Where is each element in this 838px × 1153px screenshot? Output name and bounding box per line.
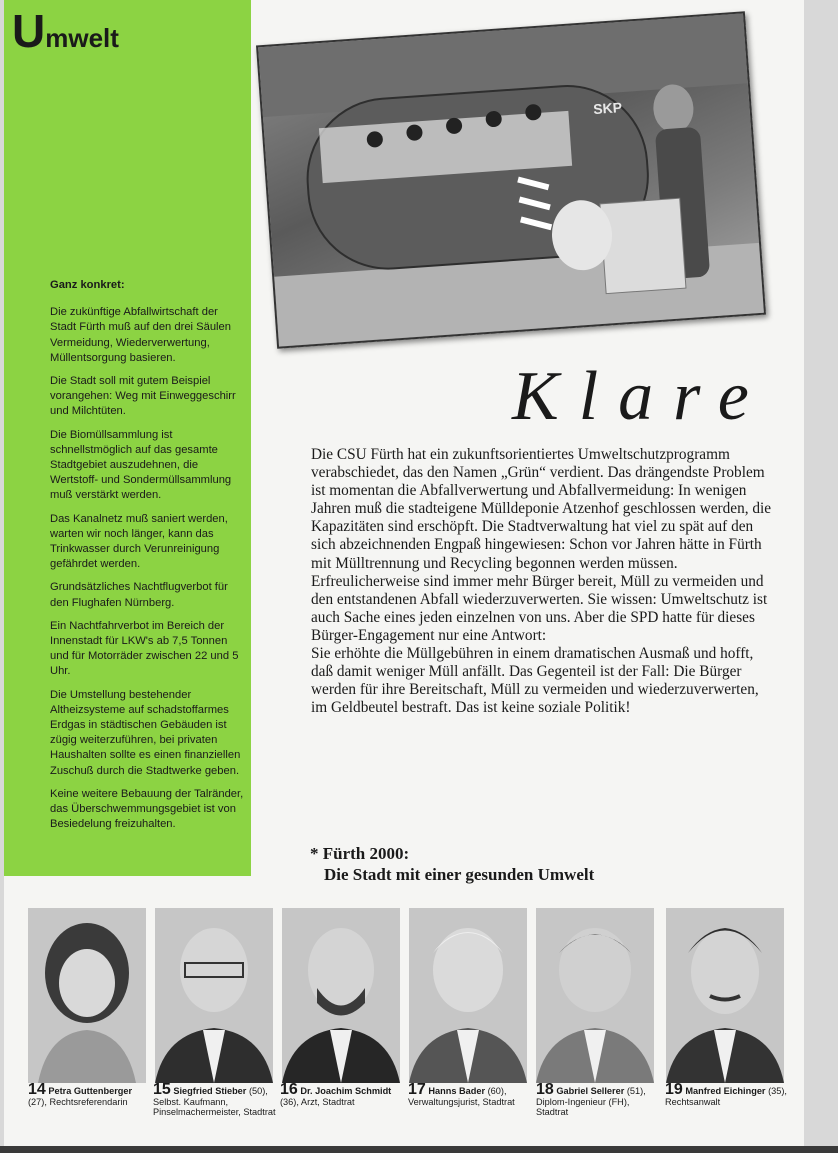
candidate-name: Manfred Eichinger	[685, 1086, 766, 1096]
article-paragraph: Sie erhöhte die Müllgebühren in einem dramatischen Ausmaß und hofft, daß damit weniger Müll anfällt. Das Gegenteil ist der Fall: Die Bürger werden für ihre Bereitschaft, Müll zu vermeiden und wiederzuverwerten, im Geldbeutel bestraft. Das ist keine soziale Politik!	[311, 645, 759, 717]
candidate-name: Siegfried Stieber	[173, 1086, 247, 1096]
program-item: Die zukünftige Abfallwirtschaft der Stadt Fürth muß auf den drei Säulen Vermeidung, Wiederverwertung, Müllentsorgung basieren.	[50, 306, 231, 364]
section-title-initial: U	[12, 5, 46, 57]
candidate-photo	[409, 908, 527, 1083]
article-body	[311, 446, 773, 717]
container-brand-label: SKP	[592, 99, 623, 118]
candidate-details: (51), Diplom-Ingenieur (FH), Stadtrat	[536, 1086, 646, 1118]
candidate-photo	[282, 908, 400, 1083]
program-list	[50, 278, 245, 841]
program-list-heading: Ganz konkret:	[50, 279, 125, 291]
candidate-name: Hanns Bader	[428, 1086, 486, 1096]
candidate-details: (36), Arzt, Stadtrat	[280, 1096, 355, 1107]
program-item: Ein Nachtfahrverbot im Bereich der Innenstadt für LKW's ab 7,5 Tonnen und für Motorräder zwischen 22 und 5 Uhr.	[50, 619, 239, 678]
magazine-page	[4, 0, 804, 1146]
program-item: Grundsätzliches Nachtflugverbot für den Flughafen Nürnberg.	[50, 581, 228, 609]
candidate-number: 14	[28, 1081, 46, 1098]
candidate-photo	[155, 908, 273, 1083]
candidate-caption	[408, 1081, 532, 1107]
candidate-name: Gabriel Sellerer	[556, 1086, 625, 1096]
program-item: Das Kanalnetz muß saniert werden, warten wir noch länger, kann das Trinkwasser durch Verunreinigung gefährdet werden.	[50, 512, 228, 571]
candidate-details: (50), Selbst. Kaufmann, Pinselmachermeister, Stadtrat	[153, 1086, 276, 1118]
candidate-name: Petra Guttenberger	[48, 1086, 133, 1096]
recycling-container-photo	[256, 11, 766, 348]
program-item: Die Umstellung bestehender Altheizsysteme auf schadstoffarmes Erdgas in städtischen Gebäuden ist zügig weiterzuführen, bei privaten Haushalten sollte es einen finanziellen Zuschuß durch die Stadtwerke geben.	[50, 688, 241, 777]
slogan	[310, 843, 594, 885]
article-paragraph: Die CSU Fürth hat ein zukunftsorientiertes Umweltschutzprogramm verabschiedet, das den Namen „Grün“ verdient. Das drängendste Problem ist momentan die Abfallverwertung und Abfallvermeidung: In wenigen Jahren muß die stadteigene Mülldeponie Atzenhof geschlossen werden, die Kapazitäten sind erschöpft. Die Stadtverwaltung hat viel zu spät auf den sich abzeichnenden Engpaß hingewiesen: Schon vor Jahren hätte in Fürth mit Mülltrennung und Recycling begonnen werden müssen. Erfreulicherweise sind immer mehr Bürger bereit, Müll zu vermeiden und den entstandenen Abfall wiederzuverwerten. Sie wissen: Umweltschutz ist auch Sache eines jeden einzelnen von uns. Aber die SPD hatte für dieses Bürger-Engagement nur eine Antwort:	[311, 446, 772, 644]
candidate-number: 15	[153, 1081, 171, 1098]
program-item: Die Stadt soll mit gutem Beispiel vorangehen: Weg mit Einweggeschirr und Milchtüten.	[50, 375, 236, 418]
candidate-caption	[153, 1081, 278, 1118]
candidate-caption	[280, 1081, 405, 1107]
candidate-details: (60), Verwaltungsjurist, Stadtrat	[408, 1086, 515, 1107]
program-item: Die Biomüllsammlung ist schnellstmöglich auf das gesamte Stadtgebiet auszudehnen, die Wertstoff- und Sondermüllsammlung muß verstärkt werden.	[50, 428, 232, 502]
program-item: Keine weitere Bebauung der Talränder, das Überschwemmungsgebiet ist von Besiedelung freizuhalten.	[50, 787, 244, 831]
section-title	[12, 4, 119, 58]
candidate-caption	[536, 1081, 662, 1118]
candidate-photo	[666, 908, 784, 1083]
candidate-number: 17	[408, 1081, 426, 1098]
candidate-caption	[665, 1081, 795, 1107]
candidate-details: (27), Rechtsreferendarin	[28, 1096, 128, 1107]
candidate-details: (35), Rechtsanwalt	[665, 1086, 787, 1107]
slogan-line-2: Die Stadt mit einer gesunden Umwelt	[324, 865, 595, 884]
candidate-number: 16	[280, 1081, 298, 1098]
scan-edge	[0, 1146, 838, 1153]
headline: Klare	[512, 358, 769, 435]
candidate-photo	[536, 908, 654, 1083]
candidate-photo	[28, 908, 146, 1083]
candidate-number: 18	[536, 1081, 554, 1098]
slogan-line-1: * Fürth 2000:	[310, 844, 410, 863]
section-title-rest: mwelt	[45, 23, 119, 53]
recycling-scene-illustration	[258, 13, 764, 346]
candidate-number: 19	[665, 1081, 683, 1098]
candidate-name: Dr. Joachim Schmidt	[300, 1086, 392, 1096]
candidate-caption	[28, 1081, 152, 1107]
